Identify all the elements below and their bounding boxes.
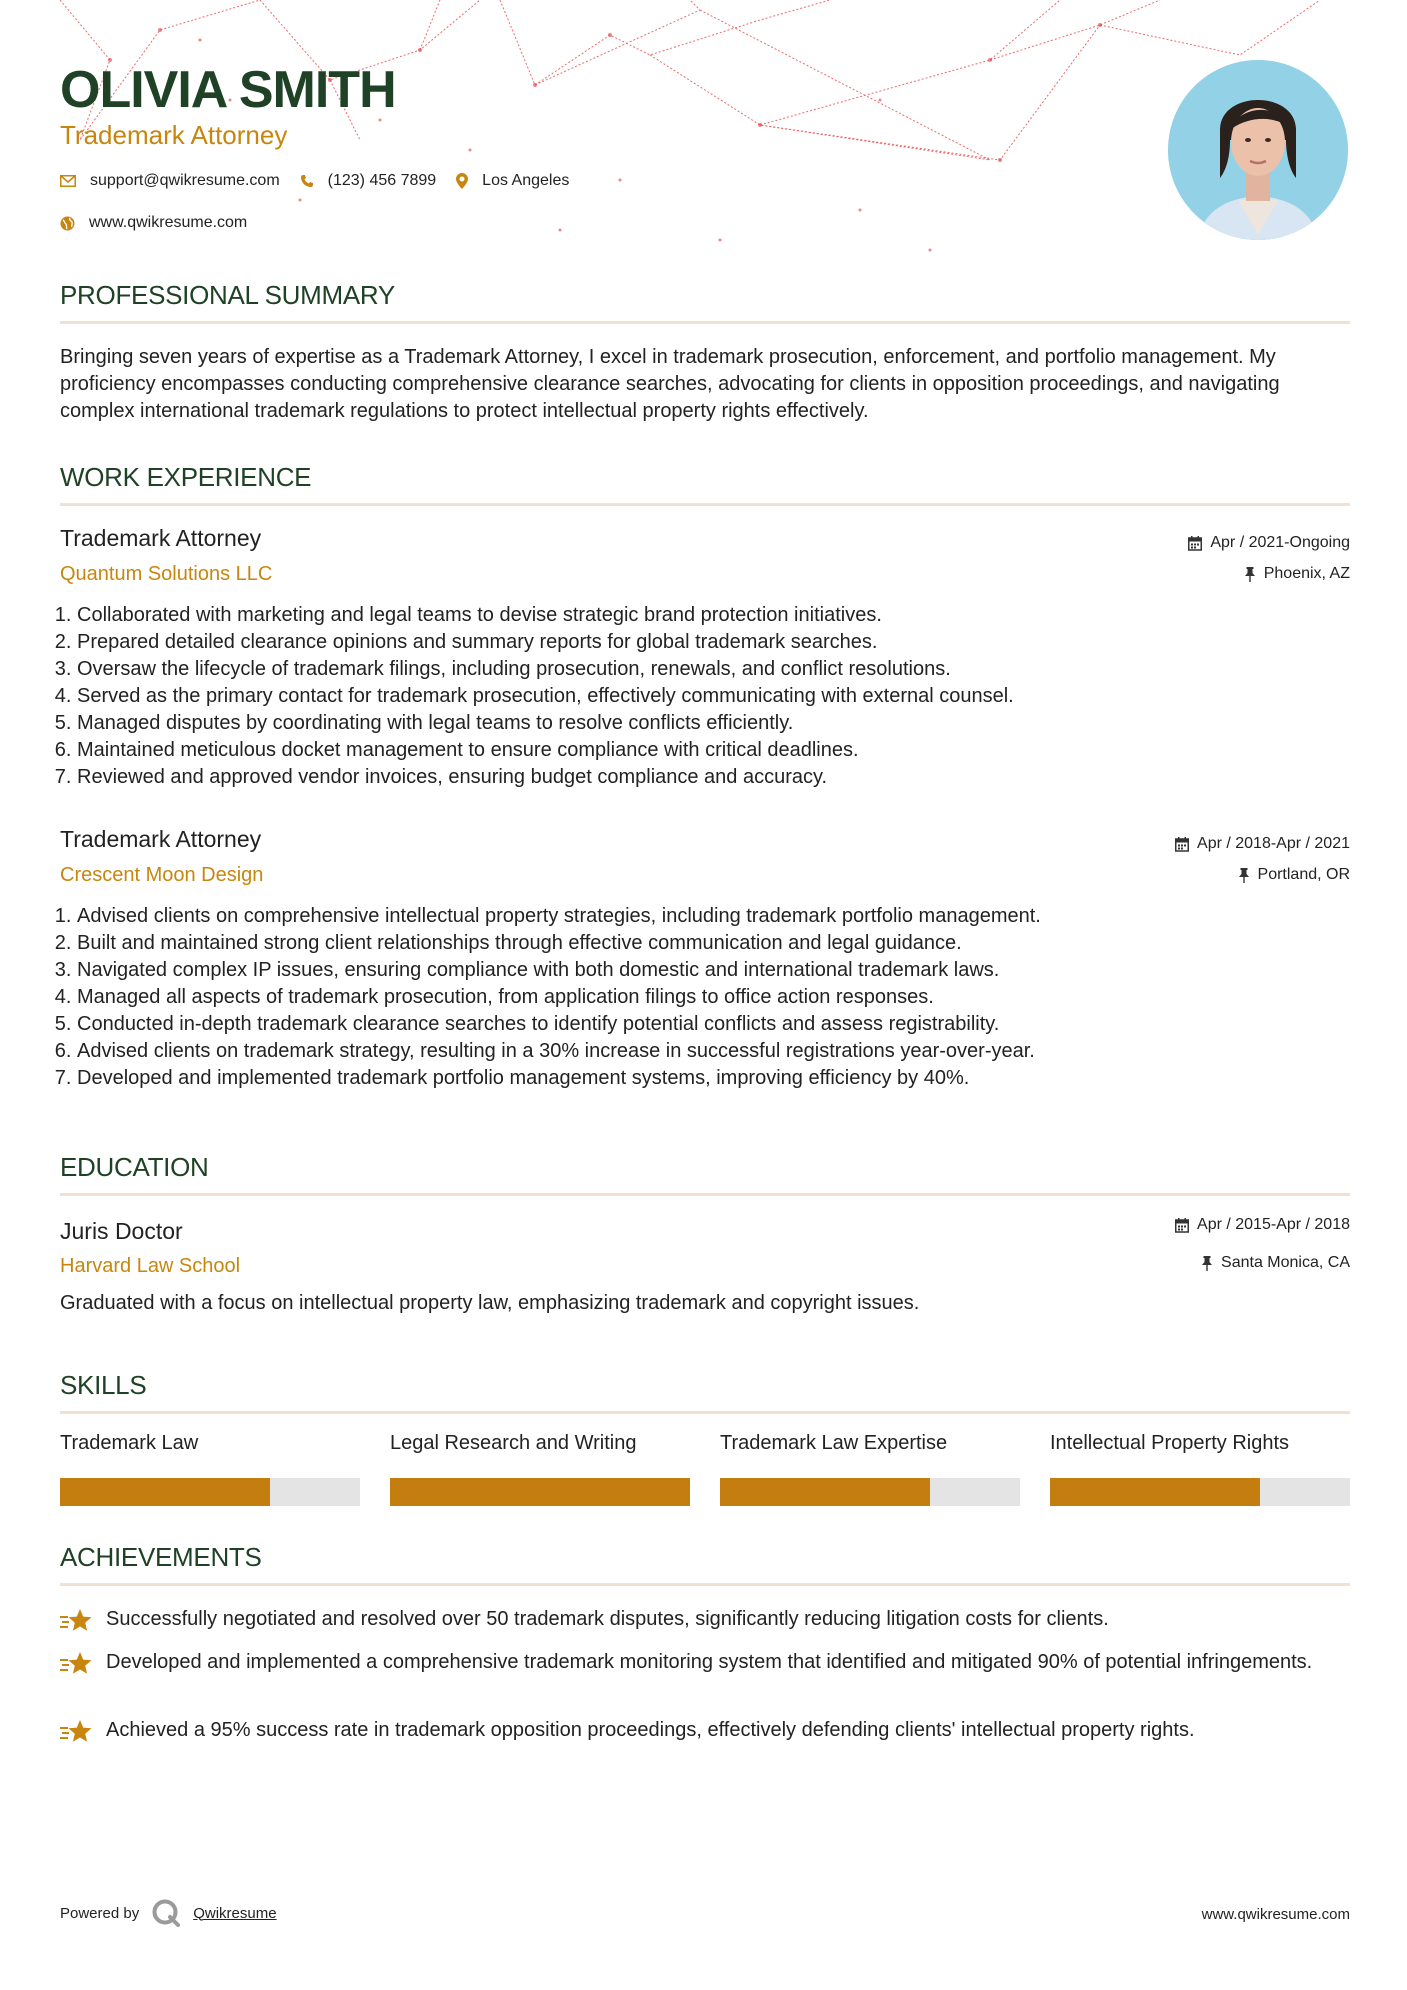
contact-phone[interactable] (300, 172, 437, 190)
section-heading-education: EDUCATION (60, 1152, 1350, 1196)
job-dates (1175, 835, 1350, 853)
contact-row-primary (60, 172, 589, 190)
email-text: support@qwikresume.com (90, 172, 280, 189)
list-item: 2. Built and maintained strong client relationships through effective communication and legal guidance. (77, 930, 1367, 957)
list-item: 4. Managed all aspects of trademark prosecution, from application filings to office action responses. (77, 984, 1367, 1011)
skill-bar-fill (1050, 1478, 1260, 1506)
section-heading-experience: WORK EXPERIENCE (60, 462, 1350, 506)
contact-website[interactable] (60, 214, 247, 232)
list-item: 1. Collaborated with marketing and legal teams to devise strategic brand protection initiatives. (77, 602, 1367, 629)
job-location (1244, 565, 1350, 583)
contact-email[interactable] (60, 172, 280, 190)
achievement-text: Developed and implemented a comprehensive trademark monitoring system that identified and mitigated 90% of potential infringements. (106, 1651, 1313, 1673)
candidate-title: Trademark Attorney (60, 120, 288, 150)
calendar-icon (1175, 1218, 1189, 1233)
job-duties-list (60, 903, 1367, 1092)
list-item: 6. Maintained meticulous docket management to ensure compliance with critical deadlines. (77, 737, 1367, 764)
achievement-text: Achieved a 95% success rate in trademark opposition proceedings, effectively defending clients' intellectual property rights. (106, 1719, 1195, 1741)
profile-photo (1168, 60, 1348, 240)
job-location-text: Portland, OR (1257, 866, 1350, 883)
education-degree: Juris Doctor (60, 1218, 183, 1244)
education-description: Graduated with a focus on intellectual property law, emphasizing trademark and copyright issues. (60, 1292, 920, 1314)
job-title: Trademark Attorney (60, 826, 262, 852)
qwikresume-link[interactable]: Qwikresume (193, 1904, 277, 1922)
skill-item (390, 1428, 690, 1506)
list-item: 5. Managed disputes by coordinating with legal teams to resolve conflicts efficiently. (77, 710, 1367, 737)
achievement-item (60, 1649, 1350, 1677)
education-location (1201, 1254, 1350, 1272)
pushpin-icon (1244, 567, 1256, 582)
list-item: 4. Served as the primary contact for trademark prosecution, effectively communicating with external counsel. (77, 683, 1367, 710)
phone-text: (123) 456 7899 (327, 172, 437, 189)
education-location-text: Santa Monica, CA (1221, 1254, 1350, 1271)
star-award-icon (60, 1719, 94, 1745)
pushpin-icon (1201, 1256, 1213, 1271)
footer-powered-by (60, 1898, 277, 1928)
contact-location (456, 172, 569, 190)
achievement-item (60, 1717, 1350, 1745)
powered-by-text: Powered by (60, 1904, 140, 1922)
job-location (1238, 866, 1350, 884)
location-text: Los Angeles (482, 172, 570, 189)
list-item: 2. Prepared detailed clearance opinions and summary reports for global trademark searches. (77, 629, 1367, 656)
skill-bar (720, 1478, 1020, 1506)
star-award-icon (60, 1651, 94, 1677)
list-item: 3. Oversaw the lifecycle of trademark filings, including prosecution, renewals, and conflict resolutions. (77, 656, 1367, 683)
job-location-text: Phoenix, AZ (1263, 565, 1350, 582)
map-pin-icon (456, 173, 468, 189)
job-dates (1188, 534, 1350, 552)
job-dates-text: Apr / 2021-Ongoing (1210, 534, 1350, 551)
calendar-icon (1188, 536, 1202, 551)
phone-icon (300, 174, 314, 188)
website-text: www.qwikresume.com (89, 214, 248, 231)
job-dates-text: Apr / 2018-Apr / 2021 (1197, 835, 1350, 852)
skill-bar (1050, 1478, 1350, 1506)
pushpin-icon (1238, 868, 1250, 883)
skill-item (60, 1428, 360, 1506)
education-school: Harvard Law School (60, 1255, 241, 1277)
skill-bar (60, 1478, 360, 1506)
contact-row-secondary (60, 214, 267, 232)
skill-label: Intellectual Property Rights (1050, 1432, 1290, 1454)
candidate-name: OLIVIA SMITH (60, 61, 396, 119)
skill-bar (390, 1478, 690, 1506)
achievement-item (60, 1606, 1350, 1634)
skill-label: Trademark Law Expertise (720, 1432, 948, 1454)
education-dates-text: Apr / 2015-Apr / 2018 (1197, 1216, 1350, 1233)
summary-text: Bringing seven years of expertise as a Trademark Attorney, I excel in trademark prosecution, enforcement, and portfolio management. My proficiency encompasses conducting comprehensive clearance searches, advocating for clients in opposition proceedings, and navigating complex international trademark regulations to protect intellectual property rights effectively. (60, 346, 1280, 422)
globe-icon (60, 216, 75, 231)
achievement-text: Successfully negotiated and resolved over 50 trademark disputes, significantly reducing litigation costs for clients. (106, 1608, 1109, 1630)
job-title: Trademark Attorney (60, 525, 262, 551)
star-award-icon (60, 1608, 94, 1634)
section-heading-summary: PROFESSIONAL SUMMARY (60, 280, 1350, 324)
portrait-image (1168, 60, 1348, 240)
education-dates (1175, 1216, 1350, 1234)
calendar-icon (1175, 837, 1189, 852)
skill-label: Trademark Law (60, 1432, 199, 1454)
skill-label: Legal Research and Writing (390, 1432, 637, 1454)
footer-website[interactable]: www.qwikresume.com (1201, 1906, 1350, 1923)
qwikresume-logo-icon (151, 1898, 181, 1928)
list-item: 7. Developed and implemented trademark portfolio management systems, improving efficiency by 40%. (77, 1065, 1367, 1092)
section-heading-achievements: ACHIEVEMENTS (60, 1542, 1350, 1586)
section-heading-skills: SKILLS (60, 1370, 1350, 1414)
skill-item (1050, 1428, 1350, 1506)
skill-bar-fill (60, 1478, 270, 1506)
job-company: Crescent Moon Design (60, 864, 264, 886)
skill-bar-fill (720, 1478, 930, 1506)
list-item: 1. Advised clients on comprehensive intellectual property strategies, including trademark portfolio management. (77, 903, 1367, 930)
job-company: Quantum Solutions LLC (60, 563, 273, 585)
skill-item (720, 1428, 1020, 1506)
envelope-icon (60, 175, 76, 187)
skill-bar-fill (390, 1478, 690, 1506)
list-item: 6. Advised clients on trademark strategy, resulting in a 30% increase in successful registrations year-over-year. (77, 1038, 1367, 1065)
list-item: 5. Conducted in-depth trademark clearance searches to identify potential conflicts and assess registrability. (77, 1011, 1367, 1038)
list-item: 3. Navigated complex IP issues, ensuring compliance with both domestic and international trademark laws. (77, 957, 1367, 984)
job-duties-list (60, 602, 1367, 791)
list-item: 7. Reviewed and approved vendor invoices, ensuring budget compliance and accuracy. (77, 764, 1367, 791)
